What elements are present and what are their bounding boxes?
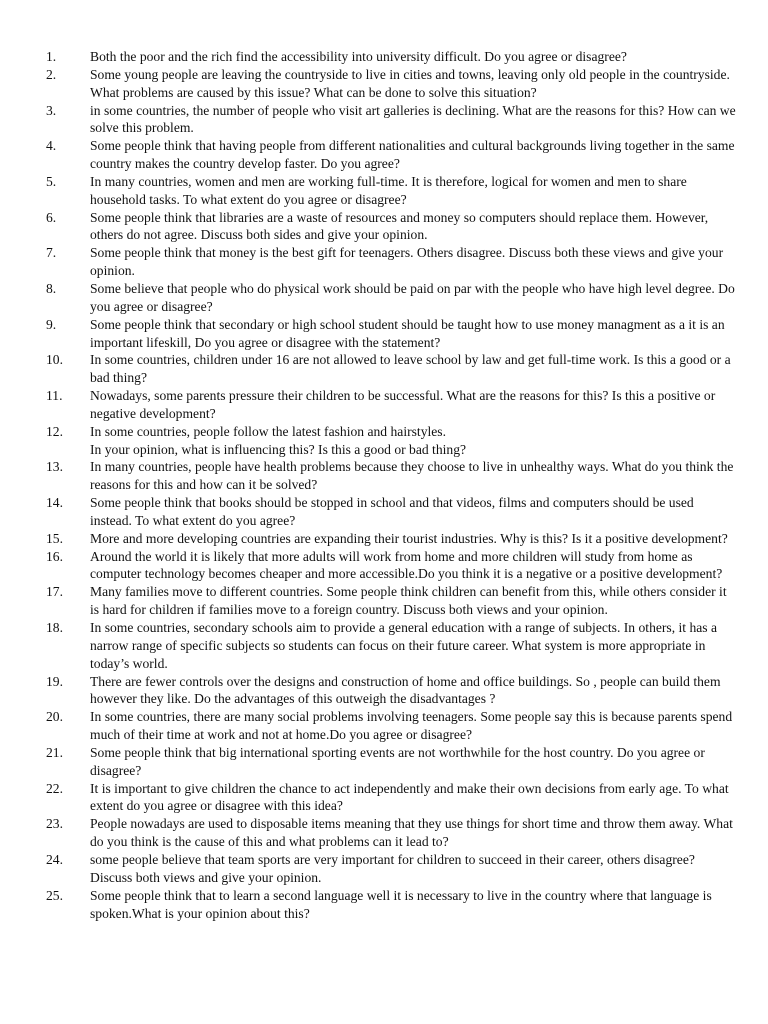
item-text: More and more developing countries are expanding their tourist industries. Why is this? Is it a positive development? (90, 530, 728, 546)
item-number: 19. (46, 673, 63, 689)
item-text: In some countries, children under 16 are not allowed to leave school by law and get full-time work. Is this a good or a bad thing? (90, 352, 731, 386)
item-number: 11. (46, 388, 63, 404)
list-item (0, 137, 738, 173)
item-number: 16. (46, 548, 63, 564)
item-text: Some believe that people who do physical work should be paid on par with the people who have high level degree. Do you agree or disagree? (90, 280, 735, 314)
item-number: 7. (46, 245, 57, 261)
item-text: in some countries, the number of people who visit art galleries is declining. What are the reasons for this? How can we solve this problem. (90, 102, 736, 136)
item-number: 15. (46, 530, 63, 546)
list-item (0, 280, 738, 316)
item-text: In many countries, women and men are working full-time. It is therefore, logical for women and men to share household tasks. To what extent do you agree or disagree? (90, 173, 687, 207)
item-text: Around the world it is likely that more adults will work from home and more children will study from home as computer technology becomes cheaper and more accessible.Do you think it is a negative or a positive development? (90, 548, 723, 582)
list-item (0, 815, 738, 851)
list-item (0, 48, 738, 66)
list-item (0, 887, 738, 923)
item-number: 5. (46, 173, 57, 189)
list-item (0, 66, 738, 102)
question-list (0, 48, 738, 922)
item-text: Some people think that secondary or high school student should be taught how to use money managment as a it is an important lifeskill, Do you agree or disagree with the statement? (90, 316, 725, 350)
item-number: 23. (46, 816, 63, 832)
item-number: 20. (46, 709, 63, 725)
list-item (0, 458, 738, 494)
list-item (0, 351, 738, 387)
item-number: 12. (46, 423, 63, 439)
item-number: 13. (46, 459, 63, 475)
list-item (0, 209, 738, 245)
list-item (0, 102, 738, 138)
item-number: 25. (46, 887, 63, 903)
item-text: Some people think that money is the best gift for teenagers. Others disagree. Discuss both these views and give your opinion. (90, 245, 724, 279)
item-number: 24. (46, 851, 63, 867)
list-item (0, 583, 738, 619)
item-text: There are fewer controls over the designs and construction of home and office buildings. So , people can build them however they like. Do the advantages of this outweigh the disadvantages ? (90, 673, 721, 707)
item-number: 3. (46, 102, 57, 118)
item-text: some people believe that team sports are very important for children to succeed in their career, others disagree? Discuss both views and give your opinion. (90, 851, 695, 885)
list-item (0, 494, 738, 530)
item-text: In some countries, secondary schools aim to provide a general education with a range of subjects. In others, it has a narrow range of specific subjects so students can focus on their future career. What system is more appropriate in today’s world. (90, 620, 718, 671)
list-item (0, 530, 738, 548)
list-item (0, 387, 738, 423)
item-text: Some people think that to learn a second language well it is necessary to live in the country where that language is spoken.What is your opinion about this? (90, 887, 712, 921)
list-item (0, 673, 738, 709)
list-item (0, 851, 738, 887)
item-text: Some people think that having people from different nationalities and cultural backgrounds living together in the same country makes the country develop faster. Do you agree? (90, 138, 735, 172)
item-text: Both the poor and the rich find the accessibility into university difficult. Do you agree or disagree? (90, 49, 627, 64)
list-item (0, 548, 738, 584)
item-number: 8. (46, 280, 57, 296)
item-number: 6. (46, 209, 57, 225)
list-item (0, 744, 738, 780)
list-item (0, 619, 738, 673)
item-number: 14. (46, 495, 63, 511)
item-number: 10. (46, 352, 63, 368)
item-number: 18. (46, 620, 63, 635)
list-item (0, 423, 738, 459)
item-text: Some young people are leaving the countryside to live in cities and towns, leaving only old people in the countryside. What problems are caused by this issue? What can be done to solve this situation? (90, 66, 730, 100)
list-item (0, 244, 738, 280)
item-text: People nowadays are used to disposable items meaning that they use things for short time and throw them away. What do you think is the cause of this and what problems can it lead to? (90, 816, 733, 850)
list-item (0, 708, 738, 744)
list-item (0, 316, 738, 352)
item-number: 22. (46, 780, 63, 796)
item-number: 4. (46, 138, 57, 154)
item-text: Nowadays, some parents pressure their children to be successful. What are the reasons for this? Is this a positive or negative development? (90, 388, 716, 421)
item-text: Many families move to different countries. Some people think children can benefit from this, while others consider it is hard for children if families move to a foreign country. Discuss both views and your opinion. (90, 584, 727, 618)
item-number: 9. (46, 316, 57, 332)
list-item (0, 780, 738, 816)
item-text: In some countries, there are many social problems involving teenagers. Some people say this is because parents spend much of their time at work and not at home.Do you agree or disagree? (90, 709, 733, 743)
item-text: Some people think that books should be stopped in school and that videos, films and computers should be used instead. To what extent do you agree? (90, 495, 694, 528)
item-number: 1. (46, 49, 57, 64)
item-text: Some people think that libraries are a waste of resources and money so computers should replace them. However, others do not agree. Discuss both sides and give your opinion. (90, 209, 709, 243)
list-item (0, 173, 738, 209)
item-text: It is important to give children the chance to act independently and make their own decisions from early age. To what extent do you agree or disagree with this idea? (90, 780, 729, 814)
item-text: In many countries, people have health problems because they choose to live in unhealthy ways. What do you think the reasons for this and how can it be solved? (90, 459, 734, 493)
item-text: Some people think that big international sporting events are not worthwhile for the host country. Do you agree or disagree? (90, 744, 705, 778)
item-number: 2. (46, 66, 57, 82)
item-number: 17. (46, 584, 63, 600)
item-text: In some countries, people follow the latest fashion and hairstyles. In your opinion, what is influencing this? Is this a good or bad thing? (90, 423, 467, 457)
item-number: 21. (46, 744, 63, 760)
